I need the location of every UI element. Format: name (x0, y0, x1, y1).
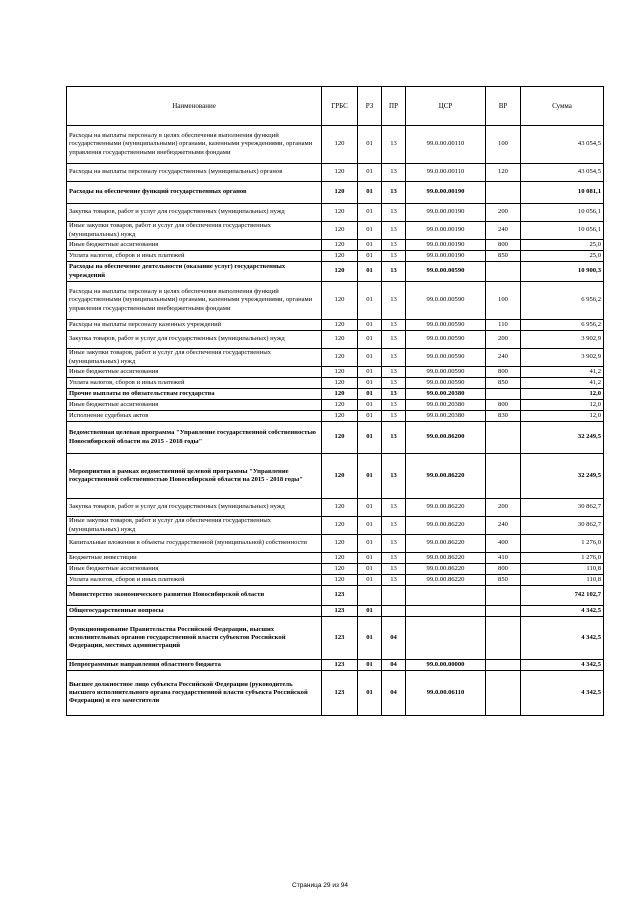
cell-rz: 01 (358, 575, 382, 586)
cell-vr: 830 (486, 411, 521, 422)
cell-name: Закупка товаров, работ и услуг для государственных (муниципальных) нужд (67, 204, 322, 222)
cell-rz: 01 (358, 517, 382, 535)
cell-vr: 800 (486, 400, 521, 411)
cell-vr: 240 (486, 349, 521, 367)
cell-pr: 13 (382, 400, 406, 411)
table-row (67, 517, 604, 535)
header-csr: ЦСР (406, 87, 486, 126)
cell-name: Иные бюджетные ассигнования (67, 367, 322, 378)
cell-grbs: 120 (322, 349, 358, 367)
cell-grbs: 120 (322, 499, 358, 517)
cell-grbs: 120 (322, 204, 358, 222)
cell-csr: 99.0.00.20380 (406, 389, 486, 400)
cell-csr: 99.0.00.06110 (406, 671, 486, 716)
table-row (67, 575, 604, 586)
cell-pr: 13 (382, 240, 406, 251)
cell-rz: 01 (358, 164, 382, 182)
cell-grbs: 123 (322, 606, 358, 617)
cell-pr: 13 (382, 411, 406, 422)
cell-pr: 13 (382, 182, 406, 204)
cell-grbs: 120 (322, 126, 358, 164)
cell-name: Расходы на выплаты персоналу казенных учреждений (67, 320, 322, 331)
table-row (67, 499, 604, 517)
cell-sum: 10 081,1 (521, 182, 604, 204)
cell-rz: 01 (358, 660, 382, 671)
cell-sum: 41,2 (521, 378, 604, 389)
cell-pr (382, 606, 406, 617)
cell-vr: 850 (486, 251, 521, 262)
cell-rz: 01 (358, 240, 382, 251)
header-vr: ВР (486, 87, 521, 126)
cell-name: Расходы на обеспечение деятельности (оказание услуг) государственных учреждений (67, 262, 322, 282)
cell-csr: 99.0.00.00190 (406, 251, 486, 262)
cell-pr: 13 (382, 251, 406, 262)
header-sum: Сумма (521, 87, 604, 126)
cell-csr: 99.0.00.00190 (406, 182, 486, 204)
table-row (67, 606, 604, 617)
cell-rz (358, 586, 382, 606)
cell-rz: 01 (358, 182, 382, 204)
table-row (67, 564, 604, 575)
cell-sum: 110,8 (521, 564, 604, 575)
cell-rz: 01 (358, 422, 382, 454)
cell-grbs: 120 (322, 222, 358, 240)
cell-name: Иные закупки товаров, работ и услуг для обеспечения государственных (муниципальных) нужд (67, 222, 322, 240)
cell-rz: 01 (358, 282, 382, 320)
cell-name: Мероприятия в рамках ведомственной целевой программы "Управление государственной собственностью Новосибирской области на 2015 - 2018 годы" (67, 454, 322, 499)
cell-pr (382, 586, 406, 606)
cell-grbs: 120 (322, 367, 358, 378)
cell-vr (486, 671, 521, 716)
table-row (67, 320, 604, 331)
cell-grbs: 120 (322, 262, 358, 282)
cell-vr (486, 660, 521, 671)
cell-vr (486, 454, 521, 499)
table-row (67, 378, 604, 389)
cell-pr: 13 (382, 553, 406, 564)
cell-vr (486, 586, 521, 606)
cell-sum: 43 054,5 (521, 126, 604, 164)
table-row (67, 251, 604, 262)
cell-name: Прочие выплаты по обязательствам государства (67, 389, 322, 400)
cell-rz: 01 (358, 617, 382, 660)
cell-grbs: 120 (322, 411, 358, 422)
cell-grbs: 120 (322, 182, 358, 204)
cell-vr: 200 (486, 331, 521, 349)
table-row (67, 454, 604, 499)
cell-rz: 01 (358, 606, 382, 617)
cell-csr: 99.0.00.86220 (406, 575, 486, 586)
table-row (67, 389, 604, 400)
header-rz: РЗ (358, 87, 382, 126)
cell-vr: 400 (486, 535, 521, 553)
cell-rz: 01 (358, 553, 382, 564)
cell-csr: 99.0.00.86220 (406, 553, 486, 564)
cell-pr: 04 (382, 617, 406, 660)
cell-sum: 12,0 (521, 411, 604, 422)
cell-pr: 13 (382, 535, 406, 553)
cell-grbs: 120 (322, 331, 358, 349)
table-row (67, 126, 604, 164)
cell-sum: 10 056,1 (521, 204, 604, 222)
cell-rz: 01 (358, 411, 382, 422)
table-row (67, 367, 604, 378)
cell-csr: 99.0.00.00590 (406, 378, 486, 389)
cell-grbs: 123 (322, 671, 358, 716)
table-header-row (67, 87, 604, 126)
cell-csr: 99.0.00.20380 (406, 411, 486, 422)
cell-sum: 6 956,2 (521, 320, 604, 331)
table-row (67, 164, 604, 182)
cell-name: Уплата налогов, сборов и иных платежей (67, 378, 322, 389)
budget-table (66, 86, 604, 716)
cell-name: Бюджетные инвестиции (67, 553, 322, 564)
cell-csr: 99.0.00.20380 (406, 400, 486, 411)
cell-pr: 13 (382, 222, 406, 240)
header-pr: ПР (382, 87, 406, 126)
cell-pr: 13 (382, 320, 406, 331)
cell-pr: 13 (382, 126, 406, 164)
cell-csr: 99.0.00.00110 (406, 164, 486, 182)
cell-name: Расходы на выплаты персоналу в целях обеспечения выполнения функций государственными (муниципальными) органами, казенными учреждениями, органами управления государственными внебюджетными фондами (67, 282, 322, 320)
table-row (67, 349, 604, 367)
cell-csr: 99.0.00.00590 (406, 331, 486, 349)
cell-sum: 41,2 (521, 367, 604, 378)
cell-name: Закупка товаров, работ и услуг для государственных (муниципальных) нужд (67, 499, 322, 517)
cell-vr: 110 (486, 320, 521, 331)
cell-csr (406, 617, 486, 660)
cell-sum: 3 902,9 (521, 349, 604, 367)
cell-vr: 120 (486, 164, 521, 182)
cell-pr: 13 (382, 422, 406, 454)
cell-csr: 99.0.00.86220 (406, 535, 486, 553)
cell-csr: 99.0.00.86200 (406, 422, 486, 454)
cell-sum: 110,8 (521, 575, 604, 586)
cell-rz: 01 (358, 671, 382, 716)
cell-vr (486, 617, 521, 660)
cell-name: Иные бюджетные ассигнования (67, 564, 322, 575)
cell-grbs: 120 (322, 517, 358, 535)
cell-csr (406, 606, 486, 617)
cell-sum: 1 276,0 (521, 553, 604, 564)
cell-sum: 742 102,7 (521, 586, 604, 606)
table-row (67, 411, 604, 422)
cell-name: Расходы на выплаты персоналу в целях обеспечения выполнения функций государственными (муниципальными) органами, казенными учреждениями, органами управления государственными внебюджетными фондами (67, 126, 322, 164)
table-row (67, 331, 604, 349)
cell-pr: 13 (382, 164, 406, 182)
cell-grbs: 120 (322, 553, 358, 564)
cell-csr: 99.0.00.00590 (406, 320, 486, 331)
cell-vr: 800 (486, 367, 521, 378)
cell-sum: 32 249,5 (521, 454, 604, 499)
cell-pr: 13 (382, 262, 406, 282)
cell-name: Высшее должностное лицо субъекта Российской Федерации (руководитель высшего исполнительного органа государственной власти субъекта Российской Федерации) и его заместители (67, 671, 322, 716)
cell-csr: 99.0.00.00190 (406, 240, 486, 251)
table-row (67, 222, 604, 240)
cell-pr: 04 (382, 671, 406, 716)
table-row (67, 422, 604, 454)
cell-sum: 12,0 (521, 400, 604, 411)
cell-name: Общегосударственные вопросы (67, 606, 322, 617)
cell-rz: 01 (358, 251, 382, 262)
cell-csr: 99.0.00.00590 (406, 349, 486, 367)
cell-vr: 800 (486, 564, 521, 575)
cell-vr: 850 (486, 575, 521, 586)
cell-vr (486, 422, 521, 454)
cell-csr: 99.0.00.00190 (406, 222, 486, 240)
cell-csr: 99.0.00.00110 (406, 126, 486, 164)
cell-sum: 32 249,5 (521, 422, 604, 454)
cell-vr: 100 (486, 282, 521, 320)
cell-sum: 25,0 (521, 240, 604, 251)
cell-vr: 240 (486, 222, 521, 240)
cell-pr: 13 (382, 454, 406, 499)
cell-vr: 850 (486, 378, 521, 389)
table-row (67, 182, 604, 204)
cell-csr: 99.0.00.00590 (406, 262, 486, 282)
cell-name: Министерство экономического развития Новосибирской области (67, 586, 322, 606)
cell-csr (406, 586, 486, 606)
cell-rz: 01 (358, 331, 382, 349)
cell-csr: 99.0.00.00190 (406, 204, 486, 222)
cell-sum: 4 342,5 (521, 671, 604, 716)
cell-sum: 4 342,5 (521, 660, 604, 671)
table-row (67, 204, 604, 222)
cell-rz: 01 (358, 535, 382, 553)
table-row (67, 535, 604, 553)
cell-name: Непрограммные направления областного бюджета (67, 660, 322, 671)
cell-csr: 99.0.00.86220 (406, 499, 486, 517)
cell-grbs: 120 (322, 564, 358, 575)
cell-rz: 01 (358, 499, 382, 517)
cell-rz: 01 (358, 262, 382, 282)
cell-rz: 01 (358, 400, 382, 411)
cell-pr: 13 (382, 499, 406, 517)
cell-name: Расходы на обеспечение функций государственных органов (67, 182, 322, 204)
cell-sum: 3 902,9 (521, 331, 604, 349)
cell-name: Уплата налогов, сборов и иных платежей (67, 575, 322, 586)
cell-name: Капитальные вложения в объекты государственной (муниципальной) собственности (67, 535, 322, 553)
cell-grbs: 120 (322, 251, 358, 262)
cell-name: Иные бюджетные ассигнования (67, 400, 322, 411)
cell-pr: 04 (382, 660, 406, 671)
cell-grbs: 120 (322, 400, 358, 411)
cell-grbs: 123 (322, 586, 358, 606)
cell-name: Иные закупки товаров, работ и услуг для обеспечения государственных (муниципальных) нужд (67, 349, 322, 367)
cell-rz: 01 (358, 204, 382, 222)
cell-vr (486, 262, 521, 282)
cell-sum: 30 862,7 (521, 517, 604, 535)
cell-pr: 13 (382, 564, 406, 575)
cell-pr: 13 (382, 575, 406, 586)
cell-pr: 13 (382, 349, 406, 367)
cell-rz: 01 (358, 222, 382, 240)
table-row (67, 400, 604, 411)
header-grbs: ГРБС (322, 87, 358, 126)
cell-sum: 1 276,0 (521, 535, 604, 553)
cell-name: Расходы на выплаты персоналу государственных (муниципальных) органов (67, 164, 322, 182)
cell-csr: 99.0.00.00000 (406, 660, 486, 671)
table-row (67, 262, 604, 282)
cell-grbs: 120 (322, 422, 358, 454)
cell-grbs: 120 (322, 454, 358, 499)
cell-rz: 01 (358, 564, 382, 575)
cell-grbs: 120 (322, 575, 358, 586)
cell-vr: 410 (486, 553, 521, 564)
table-row (67, 586, 604, 606)
cell-pr: 13 (382, 282, 406, 320)
page-number: Страница 29 из 94 (292, 882, 348, 889)
cell-grbs: 123 (322, 660, 358, 671)
cell-vr (486, 389, 521, 400)
cell-vr: 800 (486, 240, 521, 251)
cell-csr: 99.0.00.00590 (406, 367, 486, 378)
table-row (67, 282, 604, 320)
cell-sum: 4 342,5 (521, 606, 604, 617)
cell-pr: 13 (382, 367, 406, 378)
table-row (67, 671, 604, 716)
cell-vr: 200 (486, 499, 521, 517)
cell-name: Уплата налогов, сборов и иных платежей (67, 251, 322, 262)
cell-sum: 6 956,2 (521, 282, 604, 320)
cell-rz: 01 (358, 389, 382, 400)
cell-pr: 13 (382, 389, 406, 400)
cell-pr: 13 (382, 331, 406, 349)
cell-grbs: 120 (322, 378, 358, 389)
cell-csr: 99.0.00.86220 (406, 517, 486, 535)
cell-vr: 200 (486, 204, 521, 222)
cell-pr: 13 (382, 378, 406, 389)
cell-csr: 99.0.00.00590 (406, 282, 486, 320)
header-name: Наименование (67, 87, 322, 126)
cell-rz: 01 (358, 378, 382, 389)
cell-vr (486, 606, 521, 617)
cell-sum: 10 056,1 (521, 222, 604, 240)
table-row (67, 240, 604, 251)
cell-grbs: 120 (322, 389, 358, 400)
cell-grbs: 120 (322, 535, 358, 553)
cell-vr: 100 (486, 126, 521, 164)
cell-grbs: 120 (322, 164, 358, 182)
cell-csr: 99.0.00.86220 (406, 564, 486, 575)
cell-csr: 99.0.00.86220 (406, 454, 486, 499)
cell-sum: 30 862,7 (521, 499, 604, 517)
cell-rz: 01 (358, 349, 382, 367)
cell-grbs: 123 (322, 617, 358, 660)
cell-grbs: 120 (322, 282, 358, 320)
table-row (67, 660, 604, 671)
cell-grbs: 120 (322, 320, 358, 331)
cell-sum: 4 342,5 (521, 617, 604, 660)
cell-name: Иные закупки товаров, работ и услуг для обеспечения государственных (муниципальных) нужд (67, 517, 322, 535)
cell-sum: 12,0 (521, 389, 604, 400)
table-row (67, 553, 604, 564)
table-row (67, 617, 604, 660)
cell-pr: 13 (382, 204, 406, 222)
cell-name: Ведомственная целевая программа "Управление государственной собственностью Новосибирской области на 2015 - 2018 годы" (67, 422, 322, 454)
table-body (67, 126, 604, 716)
cell-pr: 13 (382, 517, 406, 535)
cell-rz: 01 (358, 454, 382, 499)
cell-name: Иные бюджетные ассигнования (67, 240, 322, 251)
cell-rz: 01 (358, 126, 382, 164)
cell-name: Функционирование Правительства Российской Федерации, высших исполнительных органов государственной власти субъектов Российской Федерации, местных администраций (67, 617, 322, 660)
cell-name: Исполнение судебных актов (67, 411, 322, 422)
cell-vr: 240 (486, 517, 521, 535)
cell-rz: 01 (358, 320, 382, 331)
cell-rz: 01 (358, 367, 382, 378)
cell-sum: 10 900,3 (521, 262, 604, 282)
cell-sum: 43 054,5 (521, 164, 604, 182)
cell-sum: 25,0 (521, 251, 604, 262)
cell-name: Закупка товаров, работ и услуг для государственных (муниципальных) нужд (67, 331, 322, 349)
cell-vr (486, 182, 521, 204)
cell-grbs: 120 (322, 240, 358, 251)
